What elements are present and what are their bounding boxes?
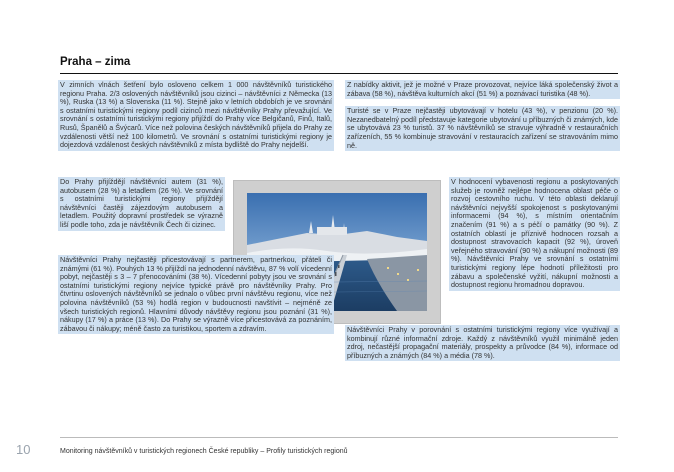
page-title: Praha – zima (60, 56, 131, 68)
paragraph-visitors-origin: V zimních vlnách šetření bylo osloveno celkem 1 000 návštěvníků turistického regionu Praha. 2/3 oslovených návštěvníků jsou cizinci – návštěvníci z Německa (13 %), Ruska (13 %) a Slovenska (11 %). Stejně jako v letních obdobích je ve srovnání s ostatními turistickými regiony podíl cizinců mezi návštěvníky Prahy převažující. Ve srovnání s ostatními turistickými regiony přijíždí do Prahy více Belgičanů, Finů, Italů, Rusů, Španělů a Švýcarů. Více než polovina českých návštěvníků přijela do Prahy ze vzdálenosti větší než 100 kilometrů. Ve srovnání s ostatními turistickými regiony je dojezdová vzdálenost českých návštěvníků z místa bydliště do Prahy nejdelší. (60, 80, 332, 150)
paragraph-activities: Z nabídky aktivit, jež je možné v Praze provozovat, nejvíce láká společenský život a zábava (58 %), návštěva kulturních akcí (51 %) a poznávací turistika (48 %). (347, 80, 618, 98)
column-left-mid (60, 177, 223, 238)
column-right-top (347, 80, 618, 158)
column-right-bottom (347, 325, 618, 368)
paragraph-visit-details: Návštěvníci Prahy nejčastěji přicestovávají s partnerem, partnerkou, přáteli či známými (61 %). Pouhých 13 % přijíždí na jednodenní návštěvu, 87 % volí vícedenní pobyt, nejčastěji s 3 – 7 přenocováními (38 %). Vícedenní pobyty jsou ve srovnání s ostatními turistickými regiony nejvíce typické právě pro návštěvníky Prahy. Pro čtvrtinu oslovených návštěvníků se jednalo o vůbec první návštěvu regionu, více než polovina návštěvníků (53 %) hodlá region v budoucnosti navštívit – nejméně ze všech turistických regionů. Hlavními důvody návštěvy regionu jsou poznání (31 %), nákupy (17 %) a práce (13 %). Do Prahy se výrazně více přicestovává za poznáním, zábavou či nákupy; méně často za turistikou, sportem a zdravím. (60, 255, 332, 333)
paragraph-transport: Do Prahy přijíždějí návštěvníci autem (31 %), autobusem (28 %) a letadlem (26 %). Ve srovnání s ostatními turistickými regiony přijíždějí návštěvníci častěji zájezdovým autobusem a letadlem. Použitý dopravní prostředek se výrazně liší podle toho, zda je návštěvník Čech či cizinec. (60, 177, 223, 229)
footer-title: Monitoring návštěvníků v turistických regionech České republiky – Profily turistických regionů (60, 448, 348, 455)
column-right-mid (451, 177, 618, 298)
paragraph-services-rating: V hodnocení vybavenosti regionu a poskytovaných služeb je rovněž nejlépe hodnocena oblast péče o rozvoj cestovního ruchu. V této oblasti deklarují návštěvníci nejvyšší spokojenost s poskytovanými informacemi (94 %), s místním orientačním značením (91 %) a s péčí o památky (90 %). Z ostatních oblastí je příznivě hodnocen rozsah a dostupnost stravovacích kapacit (92 %), úroveň veřejného stravování (90 %) a nákupní možnosti (89 %). Návštěvníci Prahy ve srovnání s ostatními turistickými regiony lépe hodnotí příležitosti pro zábavu a společenské vyžití, nákupní možnosti a dostupnost regionu hromadnou dopravou. (451, 177, 618, 290)
column-left-top (60, 80, 332, 158)
paragraph-information-sources: Návštěvníci Prahy v porovnání s ostatními turistickými regiony více využívají a kombinují různé informační zdroje. Každý z návštěvníků využil minimálně jeden zdroj, nečastější propagační materiály, prospekty a průvodce (84 %), informace od příbuzných a známých (84 %) a média (78 %). (347, 325, 618, 360)
footer-divider (60, 437, 618, 438)
title-underline (60, 73, 618, 74)
page-number: 10 (16, 442, 31, 457)
column-left-bottom (60, 255, 332, 341)
paragraph-accommodation: Turisté se v Praze nejčastěji ubytovávají v hotelu (43 %), v penzionu (20 %). Nezanedbatelný podíl představuje kategorie ubytování u příbuzných či známých, kde se ubytovává 23 % turistů. 37 % návštěvníků se stravuje výhradně v restauračních zařízeních, 55 % kombinuje stravování v restauracích zařízení se stravováním mimo ně. (347, 106, 618, 150)
